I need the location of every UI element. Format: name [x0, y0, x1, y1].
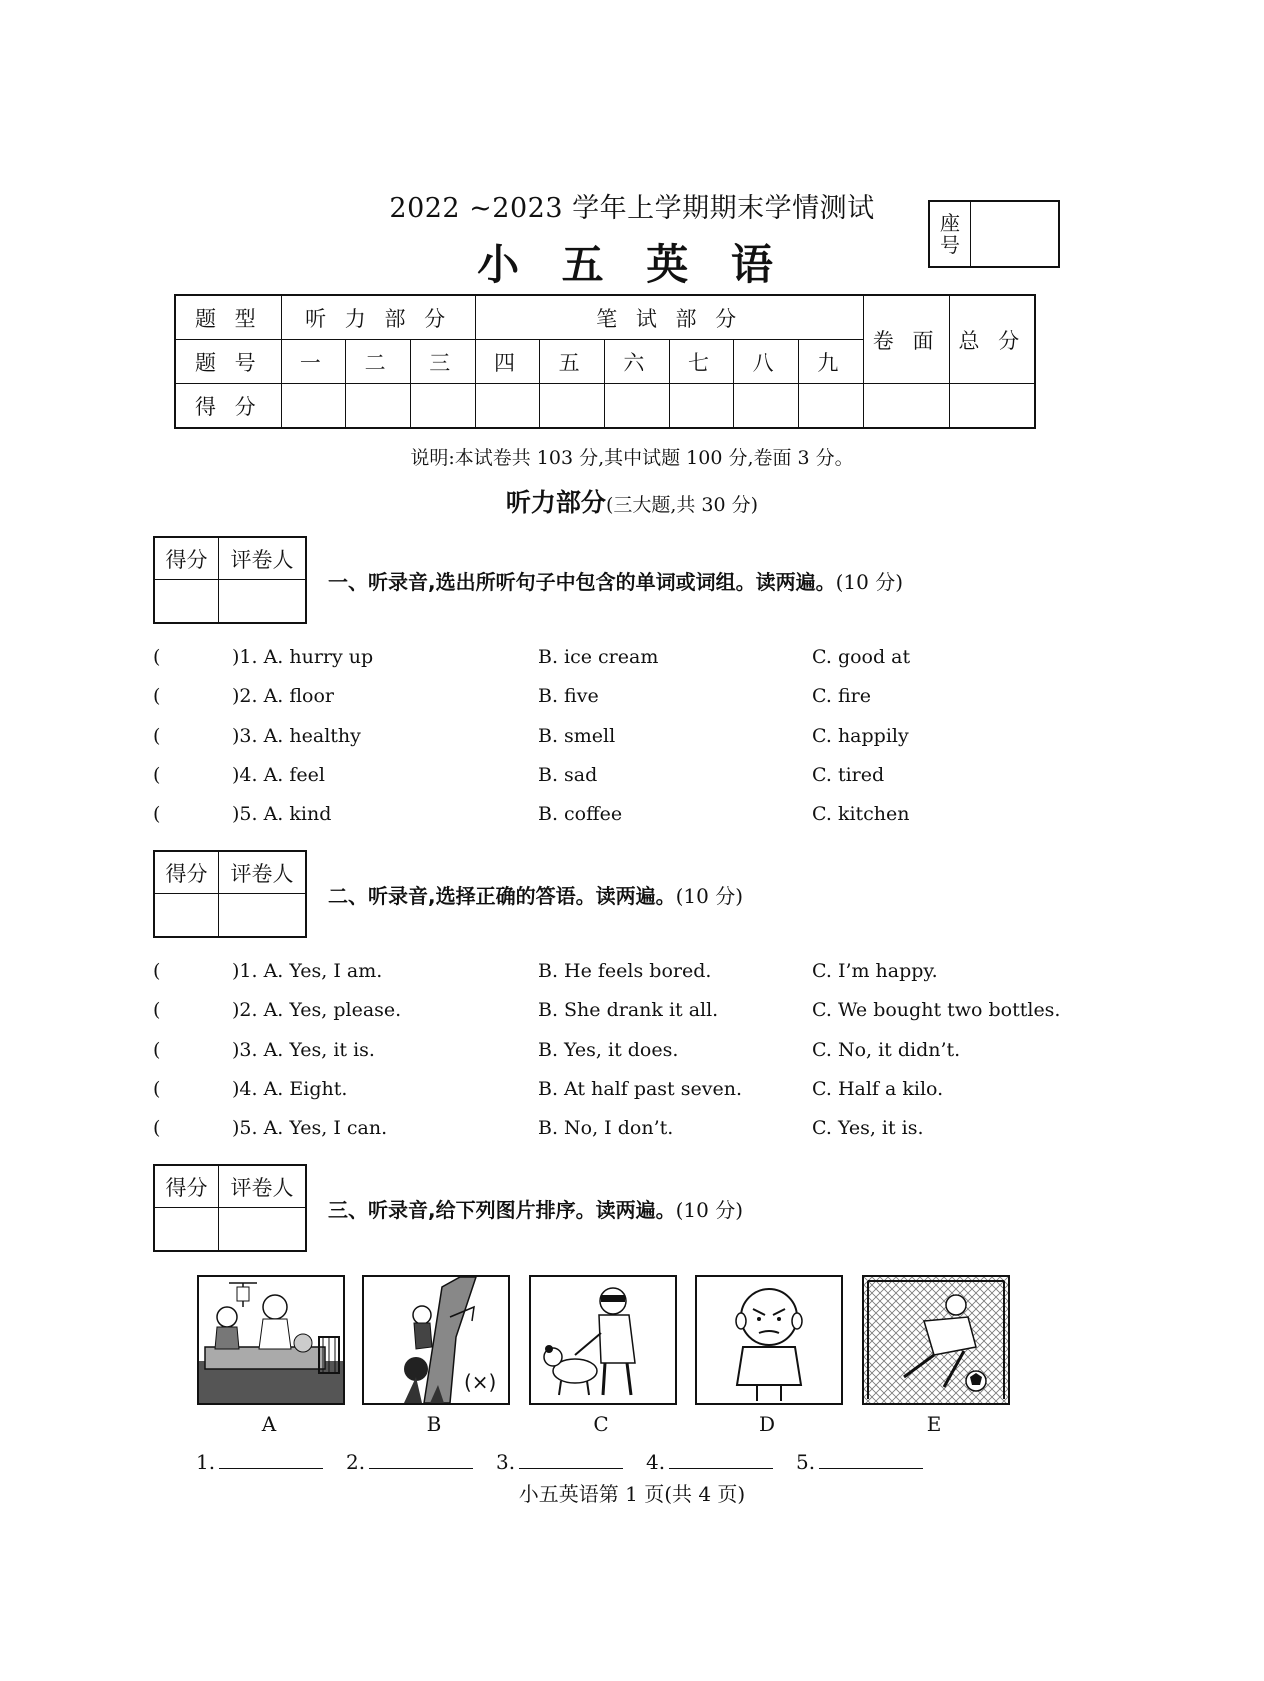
score-cell-neatness[interactable] — [863, 384, 949, 429]
blank-number: 4. — [646, 1450, 666, 1474]
answer-paren[interactable]: ( — [153, 1078, 161, 1100]
answer-paren[interactable]: ( — [153, 646, 161, 668]
question-option-c: C. happily — [812, 725, 909, 747]
row-label-score: 得 分 — [175, 384, 281, 429]
picture-label: E — [926, 1412, 942, 1436]
score-cell-total[interactable] — [949, 384, 1035, 429]
question-option-b: B. No, I don’t. — [538, 1117, 674, 1139]
exam-title: 2022 ~2023 学年上学期期末学情测试 — [389, 193, 875, 224]
picture-label: B — [426, 1412, 442, 1436]
question-option-c: C. Half a kilo. — [812, 1078, 944, 1100]
score-cell[interactable] — [410, 384, 475, 429]
seat-label-char-1: 座 — [940, 211, 960, 235]
part-title-main: 听力部分 — [505, 488, 606, 517]
question-option-c: C. We bought two bottles. — [812, 999, 1061, 1021]
exam-subject: 小 五 英 语 — [477, 240, 787, 289]
question-option-a: )2. A. floor — [232, 685, 335, 707]
b-mark-text: (×) — [464, 1370, 497, 1394]
grader-score-label: 得分 — [155, 1166, 219, 1208]
question-option-c: C. good at — [812, 646, 911, 668]
score-cell[interactable] — [346, 384, 411, 429]
question-option-b: B. She drank it all. — [538, 999, 719, 1021]
score-cell[interactable] — [669, 384, 734, 429]
question-option-a: )2. A. Yes, please. — [232, 999, 402, 1021]
question-option-a: )3. A. Yes, it is. — [232, 1039, 375, 1061]
row-label-number: 题 号 — [175, 340, 281, 384]
neatness-header: 卷 面 — [863, 295, 949, 384]
answer-paren[interactable]: ( — [153, 960, 161, 982]
angry-boy-illustration — [697, 1277, 841, 1403]
guide-dog-illustration — [531, 1277, 675, 1403]
seat-label — [930, 202, 971, 266]
blank-number: 5. — [796, 1450, 816, 1474]
section-1-title — [328, 566, 903, 595]
question-number: 四 — [475, 340, 540, 384]
answer-blank-2[interactable] — [346, 1450, 473, 1474]
answer-paren[interactable]: ( — [153, 764, 161, 786]
picture-b-tree-climbing — [362, 1275, 510, 1405]
answer-paren[interactable]: ( — [153, 1039, 161, 1061]
blank-line[interactable] — [669, 1450, 773, 1469]
answer-paren[interactable]: ( — [153, 803, 161, 825]
question-number: 六 — [604, 340, 669, 384]
question-number: 七 — [669, 340, 734, 384]
question-option-c: C. Yes, it is. — [812, 1117, 924, 1139]
grader-score-field[interactable] — [155, 1208, 219, 1250]
score-cell[interactable] — [475, 384, 540, 429]
exam-note: 说明:本试卷共 103 分,其中试题 100 分,卷面 3 分。 — [410, 447, 854, 469]
question-number: 八 — [734, 340, 799, 384]
blank-number: 3. — [496, 1450, 516, 1474]
question-option-c: C. tired — [812, 764, 885, 786]
blank-line[interactable] — [819, 1450, 923, 1469]
question-option-c: C. fire — [812, 685, 871, 707]
picture-label: C — [593, 1412, 609, 1436]
question-option-b: B. At half past seven. — [538, 1078, 742, 1100]
picture-e-football — [862, 1275, 1010, 1405]
grader-box — [153, 1164, 307, 1252]
grader-score-field[interactable] — [155, 580, 219, 622]
section-3-title-text: 三、听录音,给下列图片排序。读两遍。 — [328, 1198, 676, 1222]
hospital-illustration — [199, 1277, 343, 1403]
answer-blank-1[interactable] — [196, 1450, 323, 1474]
grader-score-label: 得分 — [155, 852, 219, 894]
answer-blank-5[interactable] — [796, 1450, 923, 1474]
grader-box — [153, 536, 307, 624]
total-header: 总 分 — [949, 295, 1035, 384]
blank-line[interactable] — [219, 1450, 323, 1469]
answer-blank-3[interactable] — [496, 1450, 623, 1474]
question-option-a: )3. A. healthy — [232, 725, 361, 747]
question-option-a: )5. A. Yes, I can. — [232, 1117, 388, 1139]
picture-a-hospital — [197, 1275, 345, 1405]
question-number: 九 — [799, 340, 864, 384]
question-option-b: B. ice cream — [538, 646, 659, 668]
question-option-a: )4. A. feel — [232, 764, 325, 786]
grader-reviewer-label: 评卷人 — [219, 1166, 305, 1208]
blank-number: 2. — [346, 1450, 366, 1474]
section-2-title — [328, 880, 743, 909]
grader-score-label: 得分 — [155, 538, 219, 580]
score-table — [174, 294, 1036, 429]
section-3-title — [328, 1194, 743, 1223]
grader-reviewer-field[interactable] — [219, 1208, 305, 1250]
question-option-b: B. smell — [538, 725, 616, 747]
question-option-a: )5. A. kind — [232, 803, 332, 825]
answer-paren[interactable]: ( — [153, 999, 161, 1021]
question-option-c: C. kitchen — [812, 803, 910, 825]
question-number: 三 — [410, 340, 475, 384]
blank-line[interactable] — [369, 1450, 473, 1469]
grader-score-field[interactable] — [155, 894, 219, 936]
part-title — [0, 483, 1264, 519]
question-option-c: C. No, it didn’t. — [812, 1039, 961, 1061]
question-number: 二 — [346, 340, 411, 384]
seat-number-field[interactable] — [971, 202, 1058, 266]
grader-reviewer-label: 评卷人 — [219, 852, 305, 894]
page-footer: 小五英语第 1 页(共 4 页) — [518, 1482, 746, 1506]
answer-blank-4[interactable] — [646, 1450, 773, 1474]
football-illustration — [864, 1277, 1008, 1403]
tree-climbing-illustration — [364, 1277, 508, 1403]
question-option-b: B. coffee — [538, 803, 623, 825]
grader-reviewer-field[interactable] — [219, 894, 305, 936]
question-option-b: B. five — [538, 685, 599, 707]
score-cell[interactable] — [734, 384, 799, 429]
picture-label: D — [758, 1412, 776, 1436]
section-1-title-text: 一、听录音,选出所听句子中包含的单词或词组。读两遍。 — [328, 570, 836, 594]
grader-reviewer-label: 评卷人 — [219, 538, 305, 580]
row-label-type: 题 型 — [175, 295, 281, 340]
picture-d-angry-boy — [695, 1275, 843, 1405]
question-number: 一 — [281, 340, 346, 384]
answer-paren[interactable]: ( — [153, 1117, 161, 1139]
part-title-sub: (三大题,共 30 分) — [605, 494, 759, 516]
section-2-title-text: 二、听录音,选择正确的答语。读两遍。 — [328, 884, 676, 908]
question-option-a: )1. A. Yes, I am. — [232, 960, 383, 982]
question-option-c: C. I’m happy. — [812, 960, 938, 982]
section-1-points: (10 分) — [835, 570, 904, 594]
score-cell[interactable] — [540, 384, 605, 429]
score-cell[interactable] — [799, 384, 864, 429]
seat-label-char-2: 号 — [940, 233, 960, 257]
question-option-a: )4. A. Eight. — [232, 1078, 348, 1100]
listening-header: 听 力 部 分 — [281, 295, 475, 340]
question-number: 五 — [540, 340, 605, 384]
score-cell[interactable] — [281, 384, 346, 429]
answer-paren[interactable]: ( — [153, 725, 161, 747]
blank-number: 1. — [196, 1450, 216, 1474]
score-cell[interactable] — [604, 384, 669, 429]
question-option-b: B. Yes, it does. — [538, 1039, 679, 1061]
section-2-points: (10 分) — [675, 884, 744, 908]
question-option-b: B. He feels bored. — [538, 960, 712, 982]
blank-line[interactable] — [519, 1450, 623, 1469]
grader-reviewer-field[interactable] — [219, 580, 305, 622]
question-option-b: B. sad — [538, 764, 598, 786]
picture-c-guide-dog — [529, 1275, 677, 1405]
question-option-a: )1. A. hurry up — [232, 646, 374, 668]
seat-number-box — [928, 200, 1060, 268]
answer-paren[interactable]: ( — [153, 685, 161, 707]
picture-label: A — [261, 1412, 277, 1436]
section-3-points: (10 分) — [675, 1198, 744, 1222]
writing-header: 笔 试 部 分 — [475, 295, 863, 340]
grader-box — [153, 850, 307, 938]
